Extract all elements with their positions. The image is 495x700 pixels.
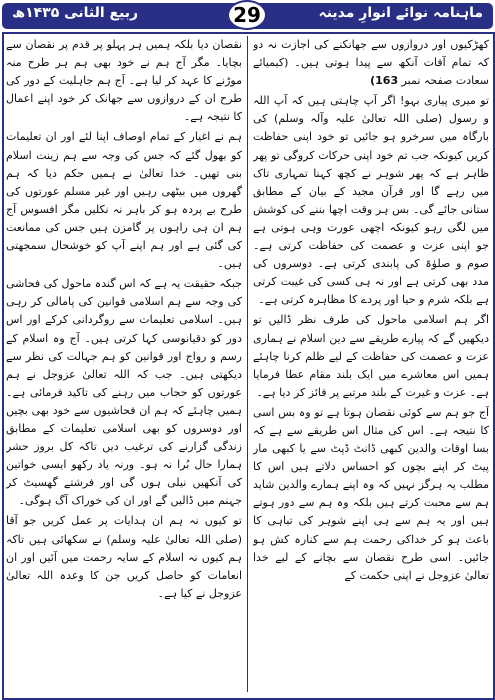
paragraph: تو کیوں نہ ہم ان ہدایات پر عمل کریں جو آقا (صلی اللہ تعالیٰ علیہ وسلم) نے سکھائی ہیں تاکہ ہم کیوں نہ اسلام کے سایہ رحمت میں آئیں اور ان انعامات کو حاصل کریں جن کا وعدہ اللہ تعالیٰ عزوجل نے کیا ہے۔ [6, 514, 242, 600]
magazine-title: ماہنامہ نوائے انوارِ مدینہ [318, 5, 483, 21]
column-divider [247, 36, 248, 692]
paragraph [253, 36, 489, 90]
paragraph-text: کھڑکیوں اور دروازوں سے جھانکنے کی اجازت نہ دو کہ تمام آفات آنکھ سے پیدا ہوتی ہیں۔ (کیمیائے سعادت صفحہ نمبر [253, 38, 489, 88]
paragraph: آج جو ہم سے کوئی نقصان ہوتا ہے تو وہ بس اسی کا نتیجہ ہے۔ اس کی مثال اس طریقے سے ہے کہ بسا اوقات والدین کبھی ڈانٹ ڈپٹ سے یا کبھی مار پیٹ کر اپنے بچوں کو احساس دلاتے ہیں اس کا مطلب یہ ہرگز نہیں کہ وہ اپنے ہمارے والدین شاید ہم سے محبت کرتے ہیں بلکہ وہ ہم سے دور ہوتے ہیں اور یہ ہم سے ہی اپنے شوہر کی تباہی کا باعث ہو کر خداکی رحمت ہم سے کنارہ کش ہو جائیں۔ اسی طرح نقصان سے بچانے کے لیے خدا تعالیٰ عزوجل نے اپنی حکمت کے [253, 405, 489, 582]
paragraph: تو میری پیاری بہو! اگر آپ چاہتی ہیں کہ آپ اللہ و رسول (صلی اللہ تعالیٰ علیہ وآلہ وسلم) کی بارگاہ میں سرخرو ہو جائیں تو خود اپنی حفاظت کریں کیونکہ جب تم خود اپنی حرکات کروگی تو پھر ظاہر ہے کہ پھر شوہر نے کچھ کہنا تمہاری تاک میں رہے گا اور قرآن مجید کے بیان کے مطابق ستانی جائے گی۔ بس ہر وقت اچھا بننے کی کوشش میں لگی رہو کیونکہ اچھی عورت وہی ہوتی ہے جو اپنی عزت و عصمت کی حفاظت کرتی ہے۔ صوم و صلوٰۃ کی پابندی کرتی ہے۔ دوسروں کی مدد بھی کرتی ہے اور نہ ہی کسی کی غیبت کرتی ہے بلکہ شرم و حیا اور پردے کا مظاہرہ کرتی ہے۔ [253, 94, 489, 307]
page-reference: 163) [370, 74, 399, 88]
paragraph: اگر ہم اسلامی ماحول کی طرف نظر ڈالیں تو دیکھیں گے کہ پیارے طریقے سے دین اسلام نے ہماری عزت و عصمت کی حفاظت کے لیے ظلم کرنا چاہئے ہمیں اس معاشرے میں ایک بلند مقام عطا فرمایا ہے۔ عزت و غیرت کے بلند مرتبے پر فائز کر دیا ہے۔ [253, 313, 489, 399]
left-column [6, 36, 242, 688]
page-number: 29 [227, 0, 267, 30]
paragraph: ہم نے اغیار کے تمام اوصاف اپنا لئے اور ان تعلیمات کو بھول گئے کہ جس کی وجہ سے ہم زینت اسلام بنی تھیں۔ خدا تعالیٰ نے ہمیں حکم دیا کہ ہم گھروں میں بیٹھی رہیں اور غیر مسلم عورتوں کی طرح بے پردہ ہو کر باہر نہ نکلیں مگر افسوس آج ہم ان ہی راہوں پر گامزن ہیں جس کی ممانعت کی گئی ہے اور ہم اپنے آپ کو خوشحال سمجھتی ہیں۔ [6, 130, 242, 271]
right-column [253, 36, 489, 688]
paragraph: جبکہ حقیقت یہ ہے کہ اس گندہ ماحول کی فحاشی کی وجہ سے ہم اسلامی قوانین کی پامالی کر رہی ہیں۔ اسلامی تعلیمات سے روگردانی کرکے اور اس دور کو دقیانوسی کہا کرتی ہیں۔ آج وہ اسلام کے رسم و رواج اور قوانین کو ہم جہالت کی نظر سے دیکھتی ہیں۔ جب کہ اللہ تعالیٰ عزوجل نے ہم عورتوں کو حجاب میں رہنے کی تاکید فرمائی ہے۔ ہمیں چاہئے کہ ہم ان فحاشیوں سے خود بھی بچیں اور دوسروں کو بھی اسلامی تعلیمات کے مطابق زندگی گزارنے کی ترغیب دیں تاکہ کل بروز حشر ہمارا حال بُرا نہ ہو۔ ورنہ یاد رکھو ایسی خواتین کی آنکھیں نیلی ہوں گی اور فرشتے گھسیٹ کر جہنم میں ڈالیں گے اور ان کی خوراک آگ ہوگی۔ [6, 277, 242, 508]
issue-date: ربیع الثانی ۱۴۳۵ھ [12, 5, 139, 21]
paragraph: نقصان دیا بلکہ ہمیں ہر پہلو پر قدم پر نقصان سے بچایا۔ مگر آج ہم نے خود بھی ہم ہر طرح منہ موڑنے کا عہد کر لیا ہے۔ آج ہم جاہلیت کے دور کی طرح ان کے دروازوں سے جھانک کر خود اپنے اعمال کا نتیجہ ہے۔ [6, 38, 242, 124]
